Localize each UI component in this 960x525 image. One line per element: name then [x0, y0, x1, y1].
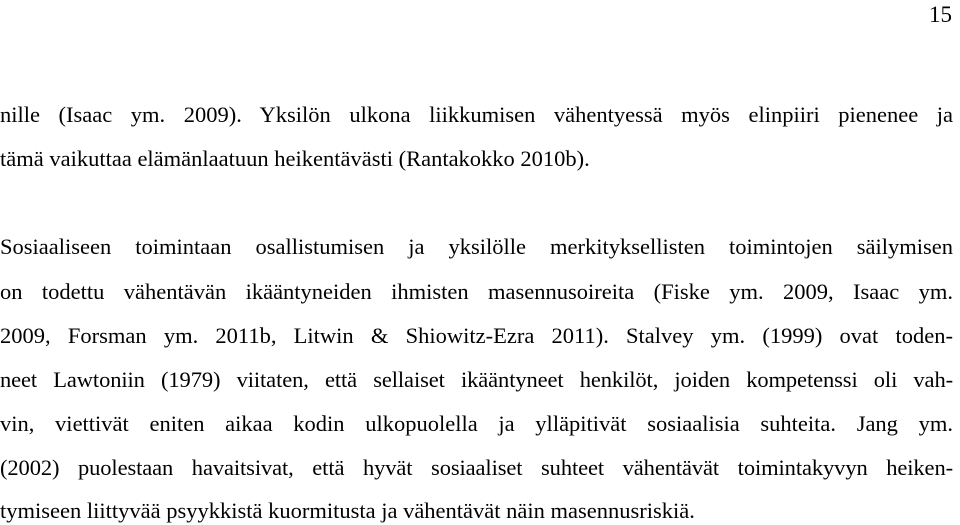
paragraph-line: on todettu vähentävän ikääntyneiden ihmisten masennusoireita (Fiske ym. 2009, Isaac ym.: [0, 279, 953, 304]
paragraph-line: tämä vaikuttaa elämänlaatuun heikentävästi (Rantakokko 2010b).: [0, 146, 590, 171]
paragraph-line: (2002) puolestaan havaitsivat, että hyvät sosiaaliset suhteet vähentävät toimintakyvyn heiken-: [0, 455, 953, 480]
paragraph-line: tymiseen liittyvää psyykkistä kuormitusta ja vähentävät näin masennusriskiä.: [0, 498, 695, 523]
paragraph-line: Sosiaaliseen toimintaan osallistumisen ja yksilölle merkityksellisten toimintojen säilymisen: [0, 234, 953, 259]
page-number: 15: [929, 2, 952, 27]
paragraph-line: nille (Isaac ym. 2009). Yksilön ulkona liikkumisen vähentyessä myös elinpiiri pienenee ja: [0, 102, 953, 127]
paragraph-line: 2009, Forsman ym. 2011b, Litwin & Shiowitz-Ezra 2011). Stalvey ym. (1999) ovat toden-: [0, 323, 953, 348]
paragraph-line: neet Lawtoniin (1979) viitaten, että sellaiset ikääntyneet henkilöt, joiden kompetenssi oli vah-: [0, 367, 953, 392]
paragraph-line: vin, viettivät eniten aikaa kodin ulkopuolella ja ylläpitivät sosiaalisia suhteita. Jang ym.: [0, 411, 953, 436]
